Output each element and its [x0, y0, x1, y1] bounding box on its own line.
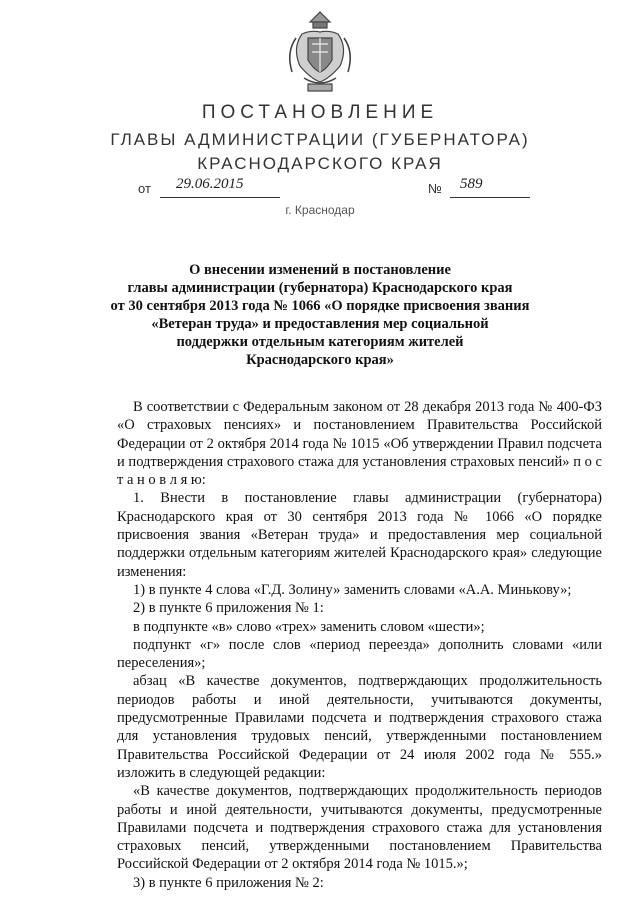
- date-prefix: от: [138, 181, 151, 196]
- body-paragraph: «В качестве документов, подтверждающих продолжительность периодов работы и иной деятельности, учитываются документы, предусмотренные Правилами подсчета и подтверждения страхового стажа для установления страховых пенсий, утвержденными постановлением Правительства Российской Федерации от 2 октября 2014 года № 1015.»;: [117, 783, 602, 873]
- date-value: 29.06.2015: [176, 176, 244, 192]
- coat-of-arms-emblem: [282, 8, 358, 96]
- document-type-heading: ПОСТАНОВЛЕНИЕ: [201, 102, 439, 123]
- title-line: поддержки отдельным категориям жителей: [176, 334, 464, 350]
- title-line: Краснодарского края»: [246, 352, 394, 368]
- document-body: [117, 398, 602, 892]
- body-paragraph: 3) в пункте 6 приложения № 2:: [133, 874, 324, 891]
- title-line: от 30 сентября 2013 года № 1066 «О порядке присвоения звания: [110, 298, 530, 314]
- body-paragraph: В соответствии с Федеральным законом от 28 декабря 2013 года № 400-ФЗ «О страховых пенсиях» и постановлением Правительства Российской Федерации от 2 октября 2014 года № 1015 «Об утверждении Правил подсчета и подтверждения страхового стажа для установления страховых пенсий» п о с т а н о в л я ю:: [117, 399, 602, 489]
- body-paragraph: 2) в пункте 6 приложения № 1:: [133, 600, 324, 617]
- body-paragraph: 1) в пункте 4 слова «Г.Д. Золину» заменить словами «А.А. Минькову»;: [133, 581, 572, 598]
- city-label: г. Краснодар: [285, 203, 355, 217]
- title-line: «Ветеран труда» и предоставления мер социальной: [151, 316, 489, 332]
- region-heading: КРАСНОДАРСКОГО КРАЯ: [197, 154, 443, 173]
- number-underline: [450, 197, 530, 198]
- body-paragraph: в подпункте «в» слово «трех» заменить словом «шести»;: [133, 618, 485, 635]
- number-prefix: №: [428, 181, 442, 196]
- issuing-authority-heading: ГЛАВЫ АДМИНИСТРАЦИИ (ГУБЕРНАТОРА): [110, 130, 530, 149]
- date-underline: [160, 197, 280, 198]
- title-line: О внесении изменений в постановление: [189, 262, 451, 278]
- title-line: главы администрации (губернатора) Краснодарского края: [127, 280, 513, 296]
- body-paragraph: абзац «В качестве документов, подтверждающих продолжительность периодов работы и иной деятельности, учитываются документы, предусмотренные Правилами подсчета и подтверждения страхового стажа для установления трудовых пенсий, утвержденными постановлением Правительства Российской Федерации от 24 июля 2002 года № 555.» изложить в следующей редакции:: [117, 673, 602, 781]
- document-title: [100, 261, 540, 369]
- number-value: 589: [460, 176, 483, 192]
- body-paragraph: подпункт «г» после слов «период переезда» дополнить словами «или переселения»;: [117, 636, 602, 672]
- body-paragraph: 1. Внести в постановление главы администрации (губернатора) Краснодарского края от 30 сентября 2013 года № 1066 «О порядке присвоения звания «Ветеран труда» и предоставления мер социальной поддержки отдельным категориям жителей Краснодарского края» следующие изменения:: [117, 490, 602, 580]
